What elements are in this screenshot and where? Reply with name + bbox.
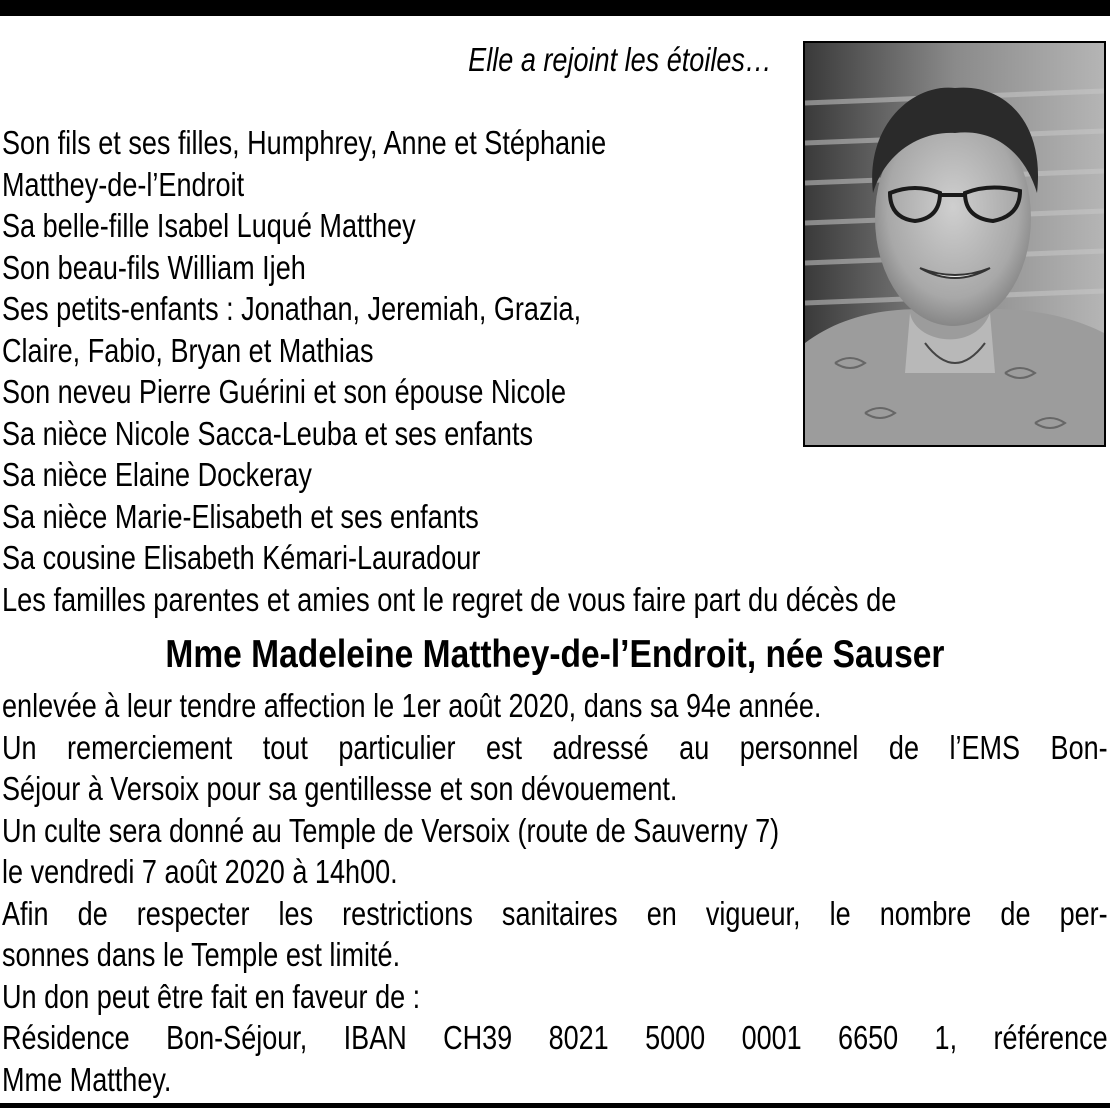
family-line: Sa nièce Marie-Elisabeth et ses enfants	[2, 497, 479, 535]
details-line: Afin de respecter les restrictions sanitaires en vigueur, le nombre de per-	[2, 894, 1108, 932]
deceased-name-heading	[0, 632, 1110, 678]
family-line: Sa nièce Elaine Dockeray	[2, 456, 312, 493]
family-line: Claire, Fabio, Bryan et Mathias	[2, 331, 374, 369]
details-line: sonnes dans le Temple est limité.	[2, 936, 401, 973]
details-line: Un remerciement tout particulier est adressé au personnel de l’EMS Bon-	[2, 728, 1108, 766]
bottom-rule	[0, 1103, 1110, 1108]
details-line: Un culte sera donné au Temple de Versoix (route de Sauverny 7)	[2, 811, 780, 849]
deceased-name: Mme Madeleine Matthey-de-l’Endroit, née Sauser	[165, 633, 945, 676]
family-line: Son beau-fils William Ijeh	[2, 248, 306, 286]
family-line: Son neveu Pierre Guérini et son épouse Nicole	[2, 373, 567, 410]
details-line: Mme Matthey.	[2, 1060, 172, 1098]
family-line: Sa cousine Elisabeth Kémari-Lauradour	[2, 539, 481, 576]
announcement-text: Les familles parentes et amies ont le regret de vous faire part du décès de	[2, 581, 897, 618]
family-line: Sa nièce Nicole Sacca-Leuba et ses enfants	[2, 414, 534, 452]
details-line: enlevée à leur tendre affection le 1er août 2020, dans sa 94e année.	[2, 687, 822, 724]
portrait-photo	[803, 41, 1106, 447]
details-line: Résidence Bon-Séjour, IBAN CH39 8021 5000 0001 6650 1, référence	[2, 1019, 1108, 1056]
details-line: le vendredi 7 août 2020 à 14h00.	[2, 853, 398, 890]
family-line: Matthey-de-l’Endroit	[2, 165, 245, 203]
family-list	[2, 122, 782, 579]
top-rule	[0, 0, 1110, 16]
details-line: Un don peut être fait en faveur de :	[2, 977, 421, 1015]
epigraph: Elle a rejoint les étoiles…	[468, 41, 772, 78]
announcement-line	[2, 579, 1108, 621]
details-line: Séjour à Versoix pour sa gentillesse et son dévouement.	[2, 770, 678, 807]
family-line: Son fils et ses filles, Humphrey, Anne et Stéphanie	[2, 124, 607, 161]
family-line: Ses petits-enfants : Jonathan, Jeremiah, Grazia,	[2, 290, 582, 327]
family-line: Sa belle-fille Isabel Luqué Matthey	[2, 207, 416, 244]
details-block	[2, 685, 1108, 1100]
